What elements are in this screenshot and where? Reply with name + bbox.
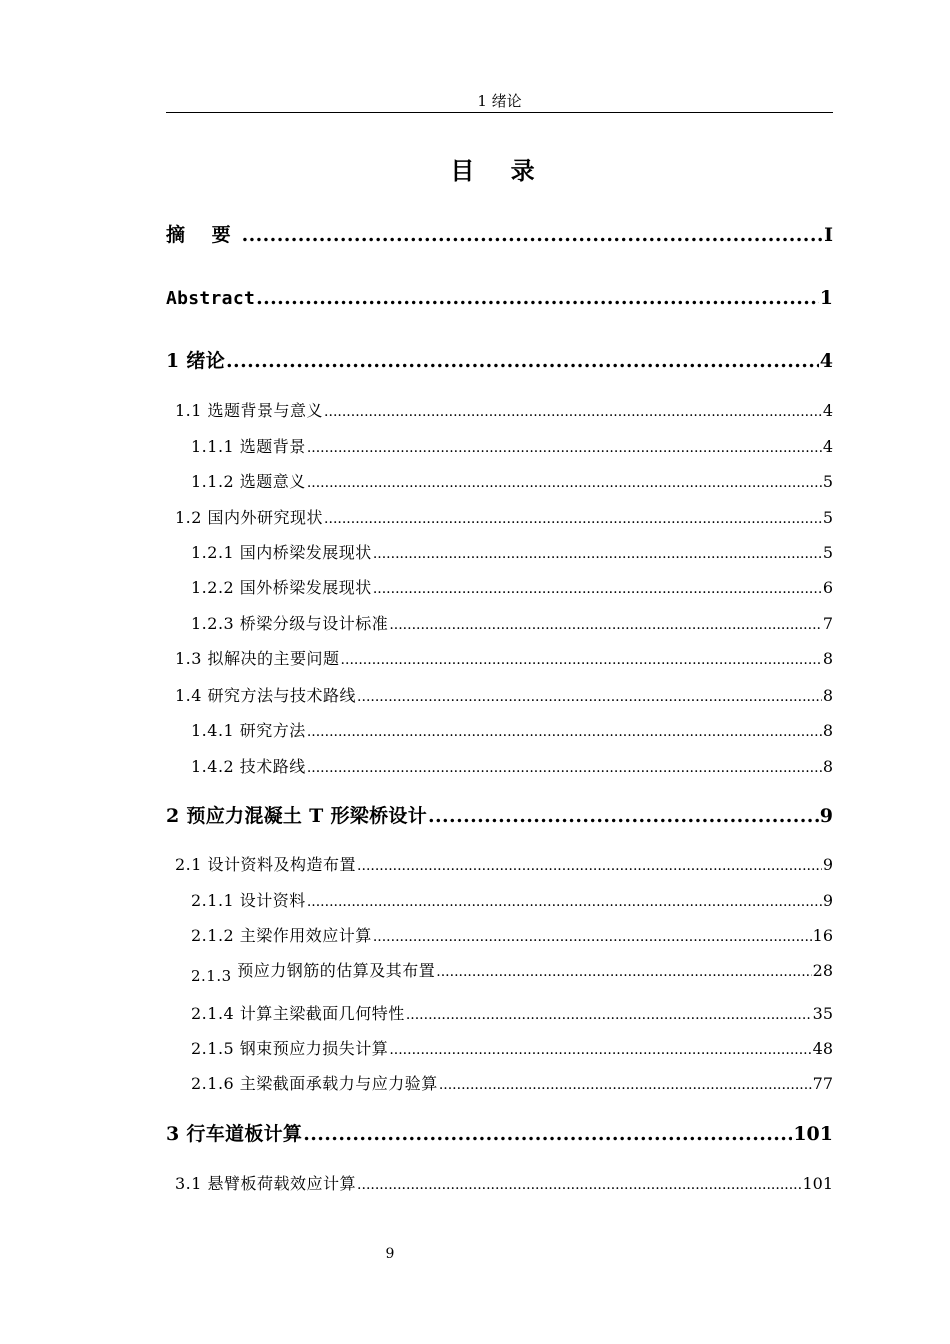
leader-dots <box>389 1039 811 1061</box>
toc-entry-page: 9 <box>819 805 833 827</box>
leader-dots <box>303 1121 792 1147</box>
toc-entry-1-1-2[interactable] <box>191 471 833 494</box>
toc-entry-page: 6 <box>822 578 833 597</box>
toc-entry-1-1[interactable] <box>175 400 833 423</box>
toc-entry-1-4-1[interactable] <box>191 720 833 743</box>
toc-entry-page: 5 <box>822 543 833 562</box>
toc-entry-label: 摘 要 <box>166 224 241 246</box>
toc-entry-label: 1 绪论 <box>166 350 226 372</box>
toc-entry-label: 1.1 选题背景与意义 <box>175 401 324 420</box>
leader-dots <box>373 543 822 565</box>
toc-entry-label: 2.1.1 设计资料 <box>191 891 306 910</box>
toc-entry-1-4-2[interactable] <box>191 756 833 779</box>
toc-entry-2-1-1[interactable] <box>191 890 833 913</box>
leader-dots <box>307 891 822 913</box>
toc-entry-1-2[interactable] <box>175 507 833 530</box>
toc-entry-label: 1.1.2 选题意义 <box>191 472 306 491</box>
toc-entry-label: 1.4.2 技术路线 <box>191 757 306 776</box>
toc-entry-label: Abstract <box>166 288 256 309</box>
toc-entry-page: 77 <box>812 1074 833 1093</box>
header-rule <box>166 112 833 113</box>
toc-entry-page: 7 <box>822 614 833 633</box>
leader-dots <box>436 961 811 983</box>
toc-entry-label: 3 行车道板计算 <box>166 1123 303 1145</box>
toc-entry-2-1[interactable] <box>175 854 833 877</box>
toc-entry-page: 101 <box>793 1123 833 1145</box>
toc-entry-label: 1.2 国内外研究现状 <box>175 508 324 527</box>
toc-entry-label: 1.2.2 国外桥梁发展现状 <box>191 578 372 597</box>
toc-entry-label: 3.1 悬臂板荷载效应计算 <box>175 1174 357 1193</box>
toc-entry-page: 101 <box>802 1174 833 1193</box>
toc-entry-page: 8 <box>822 649 833 668</box>
leader-dots <box>307 472 822 494</box>
toc-entry-page: 5 <box>822 472 833 491</box>
toc-entry-label: 1.2.3 桥梁分级与设计标准 <box>191 614 389 633</box>
leader-dots <box>357 1174 801 1196</box>
toc-entry-label: 1.1.1 选题背景 <box>191 437 306 456</box>
toc-entry-1-4[interactable] <box>175 685 833 708</box>
leader-dots <box>428 803 819 829</box>
leader-dots <box>307 721 822 743</box>
toc-entry-label: 2.1.4 计算主梁截面几何特性 <box>191 1004 405 1023</box>
toc-entry-page: 4 <box>822 437 833 456</box>
leader-dots <box>389 614 822 636</box>
leader-dots <box>406 1004 812 1026</box>
toc-entry-page: 9 <box>822 891 833 910</box>
leader-dots <box>373 926 812 948</box>
leader-dots <box>256 285 819 311</box>
toc-entry-2-1-5[interactable] <box>191 1038 833 1061</box>
toc-entry-2-1-3[interactable] <box>191 960 833 983</box>
toc-entry-page: I <box>824 224 833 246</box>
leader-dots <box>341 649 822 671</box>
toc-entry-label: 2.1.5 钢束预应力损失计算 <box>191 1039 389 1058</box>
toc-entry-label: 2.1.6 主梁截面承载力与应力验算 <box>191 1074 438 1093</box>
leader-dots <box>357 855 822 877</box>
toc-entry-page: 4 <box>819 350 833 372</box>
toc-entry-3-1[interactable] <box>175 1173 833 1196</box>
toc-entry-2-1-6[interactable] <box>191 1073 833 1096</box>
toc-entry-1-2-2[interactable] <box>191 577 833 600</box>
toc-entry-1-2-3[interactable] <box>191 613 833 636</box>
toc-entry-1-1-1[interactable] <box>191 436 833 459</box>
toc-entry-chapter-1[interactable] <box>166 348 833 374</box>
leader-dots <box>324 401 822 423</box>
leader-dots <box>439 1074 812 1096</box>
toc-entry-chapter-3[interactable] <box>166 1121 833 1147</box>
toc-entry-label: 1.3 拟解决的主要问题 <box>175 649 340 668</box>
leader-dots <box>242 222 823 248</box>
toc-title: 目 录 <box>450 156 549 185</box>
leader-dots <box>307 757 822 779</box>
toc-entry-label: 2 预应力混凝土 T 形梁桥设计 <box>166 805 428 827</box>
toc-entry-page: 4 <box>822 401 833 420</box>
toc-entry-page: 8 <box>822 721 833 740</box>
toc-entry-text: 预应力钢筋的估算及其布置 <box>237 961 436 980</box>
page-number: 9 <box>385 1246 395 1262</box>
leader-dots <box>307 437 822 459</box>
toc-entry-1-2-1[interactable] <box>191 542 833 565</box>
toc-entry-page: 16 <box>812 926 833 945</box>
toc-entry-label <box>191 960 436 985</box>
toc-entry-2-1-2[interactable] <box>191 925 833 948</box>
leader-dots <box>324 508 822 530</box>
toc-entry-2-1-4[interactable] <box>191 1003 833 1026</box>
leader-dots <box>373 578 822 600</box>
toc-entry-page: 28 <box>812 961 833 980</box>
toc-entry-label: 2.1.2 主梁作用效应计算 <box>191 926 372 945</box>
toc-entry-abstract-cn[interactable] <box>166 222 833 248</box>
toc-entry-number: 2.1.3 <box>191 967 232 985</box>
toc-entry-page: 5 <box>822 508 833 527</box>
toc-entry-label: 1.4.1 研究方法 <box>191 721 306 740</box>
toc-entry-page: 1 <box>819 287 833 309</box>
toc-entry-page: 9 <box>822 855 833 874</box>
toc-entry-label: 1.2.1 国内桥梁发展现状 <box>191 543 372 562</box>
toc-entry-page: 8 <box>822 757 833 776</box>
leader-dots <box>226 348 819 374</box>
toc-entry-chapter-2[interactable] <box>166 803 833 829</box>
toc-entry-abstract-en[interactable] <box>166 285 833 312</box>
leader-dots <box>357 686 822 708</box>
toc-entry-page: 8 <box>822 686 833 705</box>
toc-entry-label: 2.1 设计资料及构造布置 <box>175 855 357 874</box>
toc-entry-page: 35 <box>812 1004 833 1023</box>
running-header: 1 绪论 <box>477 92 522 110</box>
toc-entry-page: 48 <box>812 1039 833 1058</box>
toc-entry-1-3[interactable] <box>175 648 833 671</box>
toc-entry-label: 1.4 研究方法与技术路线 <box>175 686 357 705</box>
